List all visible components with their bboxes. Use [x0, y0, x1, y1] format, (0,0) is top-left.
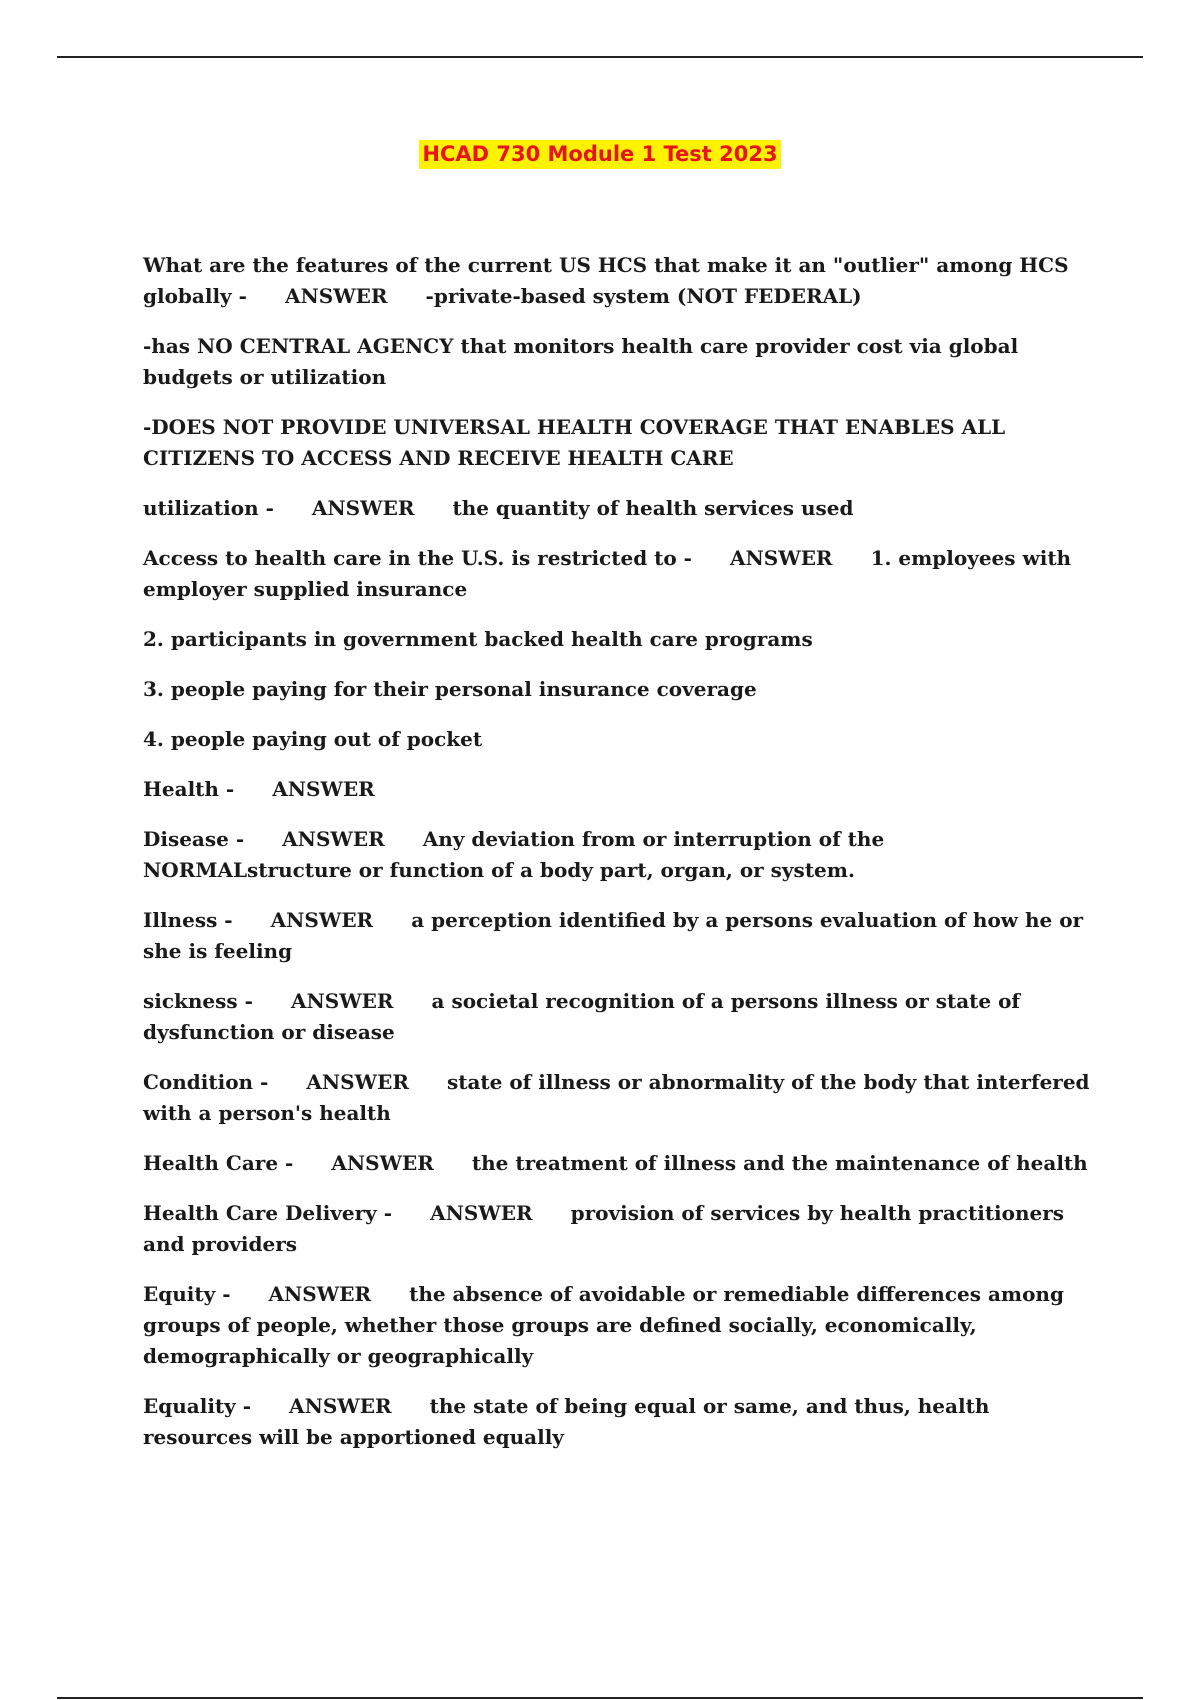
qa-item-health-care: [143, 1148, 1093, 1179]
question-term: Health Care -: [143, 1151, 294, 1175]
qa-item-condition: [143, 1067, 1093, 1129]
question-term: Disease -: [143, 827, 245, 851]
qa-item-disease: [143, 824, 1093, 886]
answer-label: ANSWER: [284, 284, 388, 308]
question-term: Illness -: [143, 908, 233, 932]
title-wrap: [0, 140, 1200, 169]
answer-continuation: -DOES NOT PROVIDE UNIVERSAL HEALTH COVERAGE THAT ENABLES ALL CITIZENS TO ACCESS AND RECEIVE HEALTH CARE: [143, 415, 1006, 470]
qa-item-health: [143, 774, 1093, 805]
document-title: HCAD 730 Module 1 Test 2023: [419, 140, 780, 169]
answer-continuation: 2. participants in government backed health care programs: [143, 627, 813, 651]
question-term: utilization -: [143, 496, 274, 520]
qa-item-utilization: [143, 493, 1093, 524]
qa-item-health-care-delivery: [143, 1198, 1093, 1260]
question-term: Health -: [143, 777, 235, 801]
answer-label: ANSWER: [270, 908, 374, 932]
answer-text: provision of services by health practitioners and providers: [143, 1201, 1065, 1256]
question-term: Access to health care in the U.S. is restricted to -: [143, 546, 692, 570]
answer-text: the quantity of health services used: [452, 496, 854, 520]
bottom-rule: [57, 1697, 1143, 1699]
answer-label: ANSWER: [282, 827, 385, 851]
answer-continuation: 3. people paying for their personal insurance coverage: [143, 677, 757, 701]
question-term: Health Care Delivery -: [143, 1201, 393, 1225]
answer-label: ANSWER: [430, 1201, 533, 1225]
question-term: Condition -: [143, 1070, 269, 1094]
document-body: [143, 250, 1093, 1472]
qa-item-equity: [143, 1279, 1093, 1372]
answer-text: the treatment of illness and the maintenance of health: [471, 1151, 1088, 1175]
question-term: Equality -: [143, 1394, 252, 1418]
answer-label: ANSWER: [272, 777, 375, 801]
answer-label: ANSWER: [331, 1151, 434, 1175]
qa-item-access: [143, 543, 1093, 605]
answer-label: ANSWER: [268, 1282, 372, 1306]
answer-label: ANSWER: [306, 1070, 409, 1094]
answer-continuation: -has NO CENTRAL AGENCY that monitors health care provider cost via global budgets or utilization: [143, 334, 1019, 389]
answer-text: the state of being equal or same, and thus, health resources will be apportioned equally: [143, 1394, 990, 1449]
question-term: sickness -: [143, 989, 253, 1013]
answer-label: ANSWER: [311, 496, 415, 520]
answer-text: a perception identified by a persons evaluation of how he or she is feeling: [143, 908, 1084, 963]
answer-text: -private-based system (NOT FEDERAL): [425, 284, 862, 308]
qa-item-sickness: [143, 986, 1093, 1048]
answer-text: Any deviation from or interruption of the NORMALstructure or function of a body part, organ, or system.: [143, 827, 885, 882]
qa-item-illness: [143, 905, 1093, 967]
answer-text: the absence of avoidable or remediable differences among groups of people, whether those groups are defined socially, economically, demographically or geographically: [143, 1282, 1064, 1368]
top-rule: [57, 56, 1143, 58]
answer-continuation: 4. people paying out of pocket: [143, 727, 483, 751]
answer-text: a societal recognition of a persons illness or state of dysfunction or disease: [143, 989, 1021, 1044]
question-term: Equity -: [143, 1282, 231, 1306]
answer-label: ANSWER: [290, 989, 394, 1013]
answer-text: 1. employees with employer supplied insurance: [143, 546, 1072, 601]
qa-item-outlier: [143, 250, 1093, 312]
answer-label: ANSWER: [289, 1394, 392, 1418]
answer-label: ANSWER: [729, 546, 833, 570]
qa-item-equality: [143, 1391, 1093, 1453]
question-text: What are the features of the current US HCS that make it an "outlier" among HCS globally -: [143, 253, 1069, 308]
answer-text: state of illness or abnormality of the body that interfered with a person's health: [143, 1070, 1090, 1125]
